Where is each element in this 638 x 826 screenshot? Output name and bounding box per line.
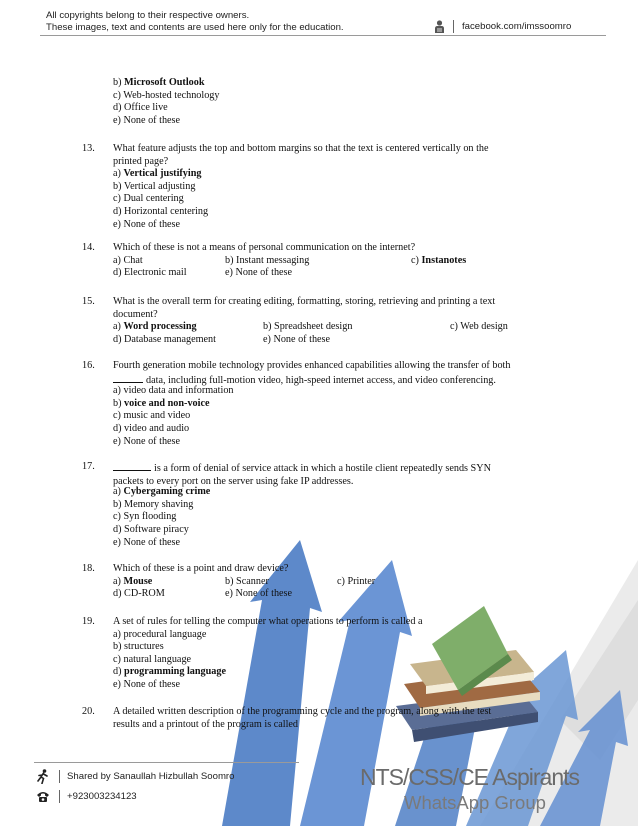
option-letter: c)	[113, 89, 124, 101]
option-text: Printer	[347, 575, 376, 587]
answer-option	[113, 77, 205, 90]
option-letter: e)	[225, 588, 236, 600]
stem-line	[113, 360, 558, 373]
option-letter: b)	[113, 397, 125, 409]
option-text: Vertical adjusting	[123, 180, 196, 192]
option-text: None of these	[123, 114, 181, 126]
option-letter: b)	[113, 498, 125, 510]
question-number: 17.	[82, 461, 95, 472]
answer-option	[113, 193, 184, 206]
option-text: natural language	[123, 653, 192, 665]
answer-option	[225, 255, 309, 268]
option-letter: e)	[113, 114, 124, 126]
option-row	[113, 398, 553, 411]
option-letter: c)	[113, 511, 124, 523]
option-row	[113, 181, 553, 194]
option-row	[113, 499, 553, 512]
option-letter: a)	[113, 168, 124, 180]
option-row	[113, 641, 553, 654]
correct-answer-text: Vertical justifying	[123, 168, 202, 180]
option-letter: a)	[113, 254, 124, 266]
option-row	[113, 436, 553, 449]
option-row	[113, 423, 553, 436]
option-row	[113, 168, 553, 181]
option-text: None of these	[123, 435, 181, 447]
stem-text: A set of rules for telling the computer what operations to perform is called a	[113, 616, 423, 627]
correct-answer-text: programming language	[124, 666, 227, 678]
answer-option	[113, 524, 189, 537]
option-letter: d)	[113, 588, 125, 600]
stem-text: What feature adjusts the top and bottom margins so that the text is centered vertically on the	[113, 143, 489, 154]
copyright-notice	[46, 10, 344, 34]
fill-in-blank	[113, 373, 143, 383]
answer-option	[263, 321, 352, 334]
option-text: Web design	[460, 321, 508, 333]
footer-divider	[34, 762, 299, 763]
option-letter: a)	[113, 628, 124, 640]
answer-option	[113, 219, 180, 232]
page-header	[0, 0, 638, 40]
option-row	[113, 193, 553, 206]
option-text: CD-ROM	[124, 588, 165, 600]
option-letter: d)	[113, 102, 125, 114]
answer-option	[113, 537, 180, 550]
answer-option	[113, 410, 190, 423]
question-stem	[113, 461, 558, 488]
phone-row	[36, 788, 137, 804]
answer-option	[113, 641, 164, 654]
option-row	[113, 267, 553, 280]
answer-option	[113, 654, 191, 667]
option-letter: a)	[113, 385, 124, 397]
options-block	[113, 486, 553, 549]
stem-text: packets to every port on the server using fake IP addresses.	[113, 475, 354, 487]
option-text: Dual centering	[123, 193, 184, 205]
question-number: 19.	[82, 616, 95, 627]
option-text: None of these	[235, 267, 293, 279]
option-text: Scanner	[236, 575, 269, 587]
option-letter: a)	[113, 321, 124, 333]
question-number: 14.	[82, 242, 95, 253]
stem-line	[113, 296, 558, 309]
answer-option	[113, 666, 226, 679]
option-letter: c)	[450, 321, 461, 333]
option-letter: b)	[113, 77, 125, 88]
answer-option	[113, 206, 208, 219]
header-divider	[40, 35, 606, 36]
stem-text: document?	[113, 308, 158, 320]
option-row	[113, 334, 553, 347]
option-text: procedural language	[123, 628, 207, 640]
answer-option	[225, 576, 269, 589]
brand-subtitle: WhatsApp Group	[404, 792, 546, 813]
question-stem	[113, 296, 558, 321]
stem-text: results and a printout of the program is called	[113, 718, 299, 730]
options-block	[113, 629, 553, 692]
facebook-link[interactable]: facebook.com/imssoomro	[462, 20, 572, 32]
stem-text: A detailed written description of the programming cycle and the program, along with the test	[113, 706, 492, 717]
facebook-credit	[434, 18, 571, 34]
option-text: structures	[124, 641, 164, 653]
shared-by-row	[36, 768, 234, 784]
option-text: None of these	[123, 536, 181, 548]
answer-option	[113, 629, 206, 642]
option-letter: d)	[113, 422, 125, 434]
phone-number: +923003234123	[67, 790, 137, 802]
correct-answer-text: Microsoft Outlook	[124, 77, 205, 88]
option-text: None of these	[123, 218, 181, 230]
stem-line	[113, 156, 558, 169]
running-man-icon	[36, 769, 50, 784]
correct-answer-text: Cybergaming crime	[123, 486, 211, 498]
person-icon	[434, 20, 445, 33]
correct-answer-text: Word processing	[123, 321, 197, 333]
option-row	[113, 511, 553, 524]
answer-option	[113, 334, 216, 347]
option-letter: b)	[263, 321, 275, 333]
stem-line	[113, 706, 558, 719]
option-row	[113, 385, 553, 398]
option-letter: d)	[113, 333, 125, 345]
stem-line	[113, 616, 558, 629]
option-text: Software piracy	[124, 523, 189, 535]
option-text: None of these	[235, 588, 293, 600]
options-block	[113, 255, 553, 280]
answer-option	[113, 267, 187, 280]
correct-answer-text: voice and non-voice	[124, 397, 210, 409]
answer-option	[113, 511, 176, 524]
stem-text: data, including full-motion video, high-speed internet access, and video conferencing.	[146, 374, 496, 386]
option-text: video and audio	[124, 422, 190, 434]
answer-option	[113, 486, 210, 499]
correct-answer-text: Mouse	[123, 575, 153, 587]
separator	[453, 20, 454, 33]
stem-text: Which of these is not a means of personal communication on the internet?	[113, 242, 416, 253]
option-row	[113, 524, 553, 537]
option-letter: c)	[113, 410, 124, 422]
option-row	[113, 321, 553, 334]
brand-title: NTS/CSS/CE Aspirants	[360, 764, 580, 790]
answer-option	[113, 398, 210, 411]
question-stem	[113, 563, 558, 576]
option-letter: d)	[113, 666, 125, 678]
option-letter: d)	[113, 267, 125, 279]
answer-option	[263, 334, 330, 347]
fill-in-blank	[113, 461, 151, 471]
option-text: Horizontal centering	[124, 205, 209, 217]
answer-option	[225, 588, 292, 601]
option-text: Web-hosted technology	[123, 89, 220, 101]
copyright-line-1: All copyrights belong to their respective owners.	[46, 10, 250, 21]
option-row	[113, 206, 553, 219]
question-stem	[113, 242, 558, 255]
option-text: Memory shaving	[124, 498, 194, 510]
separator	[59, 790, 60, 803]
option-row	[113, 486, 553, 499]
question-number: 20.	[82, 706, 95, 717]
answer-option	[113, 168, 201, 181]
option-text: video data and information	[123, 385, 234, 397]
answer-option	[113, 255, 143, 268]
option-text: Chat	[123, 254, 143, 266]
option-letter: a)	[113, 486, 124, 498]
option-row	[113, 537, 553, 550]
option-row	[113, 255, 553, 268]
copyright-line-2: These images, text and contents are used here only for the education.	[46, 22, 344, 33]
question-stem	[113, 143, 558, 168]
question-stem	[113, 706, 558, 731]
stem-text: Fourth generation mobile technology provides enhanced capabilities allowing the transfer of both	[113, 360, 511, 371]
option-text: Instant messaging	[236, 254, 310, 266]
question-number: 13.	[82, 143, 95, 154]
answer-option	[225, 267, 292, 280]
option-text: None of these	[273, 333, 331, 345]
option-row	[113, 654, 553, 667]
answer-option	[113, 115, 180, 128]
separator	[59, 770, 60, 783]
answer-option	[411, 255, 466, 268]
option-row	[113, 410, 553, 423]
option-letter: e)	[263, 333, 274, 345]
stem-line	[113, 309, 558, 322]
option-letter: b)	[225, 254, 237, 266]
option-letter: d)	[113, 523, 125, 535]
answer-option	[113, 499, 193, 512]
option-row	[113, 588, 553, 601]
question-number: 15.	[82, 296, 95, 307]
answer-option	[113, 436, 180, 449]
options-block	[113, 576, 553, 601]
page-footer	[0, 752, 638, 826]
option-letter: b)	[225, 575, 237, 587]
stem-line	[113, 719, 558, 732]
option-row	[113, 666, 553, 679]
question-number: 18.	[82, 563, 95, 574]
options-block	[113, 168, 553, 231]
option-row	[113, 576, 553, 589]
option-letter: e)	[113, 435, 124, 447]
option-letter: e)	[113, 536, 124, 548]
answer-option	[113, 321, 197, 334]
answer-option	[113, 181, 195, 194]
answer-option	[113, 102, 168, 115]
stem-text: is a form of denial of service attack in which a hostile client repeatedly sends SYN	[154, 463, 491, 474]
option-row	[113, 219, 553, 232]
option-letter: b)	[113, 641, 125, 653]
option-letter: e)	[113, 218, 124, 230]
option-text: None of these	[123, 678, 181, 690]
answer-option	[113, 90, 220, 103]
question-stem	[113, 616, 558, 629]
stem-text: printed page?	[113, 155, 169, 167]
option-letter: a)	[113, 575, 124, 587]
answer-option	[450, 321, 508, 334]
option-letter: d)	[113, 205, 125, 217]
answer-option	[113, 588, 165, 601]
answer-option	[113, 679, 180, 692]
stem-line	[113, 563, 558, 576]
option-row	[113, 629, 553, 642]
stem-line	[113, 143, 558, 156]
option-letter: e)	[225, 267, 236, 279]
option-letter: c)	[113, 193, 124, 205]
answer-option	[113, 423, 189, 436]
answer-option	[113, 576, 152, 589]
stem-line	[113, 461, 558, 476]
option-letter: c)	[113, 653, 124, 665]
option-text: Office live	[124, 102, 168, 114]
stem-text: What is the overall term for creating editing, formatting, storing, retrieving and printing a text	[113, 296, 496, 307]
question-stem	[113, 360, 558, 387]
option-letter: c)	[337, 575, 348, 587]
options-block	[113, 385, 553, 448]
option-letter: e)	[113, 678, 124, 690]
answer-option	[113, 385, 234, 398]
option-letter: b)	[113, 180, 124, 192]
option-row	[113, 679, 553, 692]
option-text: Syn flooding	[123, 511, 177, 523]
option-text: Database management	[124, 333, 216, 345]
stem-line	[113, 242, 558, 255]
correct-answer-text: Instanotes	[421, 254, 467, 266]
option-letter: c)	[411, 254, 422, 266]
option-text: Spreadsheet design	[274, 321, 353, 333]
question-number: 16.	[82, 360, 95, 371]
stem-text: Which of these is a point and draw device?	[113, 563, 289, 574]
option-text: music and video	[123, 410, 191, 422]
shared-by-text: Shared by Sanaullah Hizbullah Soomro	[67, 770, 235, 782]
options-block	[113, 321, 553, 346]
option-text: Electronic mail	[124, 267, 187, 279]
answer-option	[337, 576, 375, 589]
phone-icon	[36, 790, 50, 803]
